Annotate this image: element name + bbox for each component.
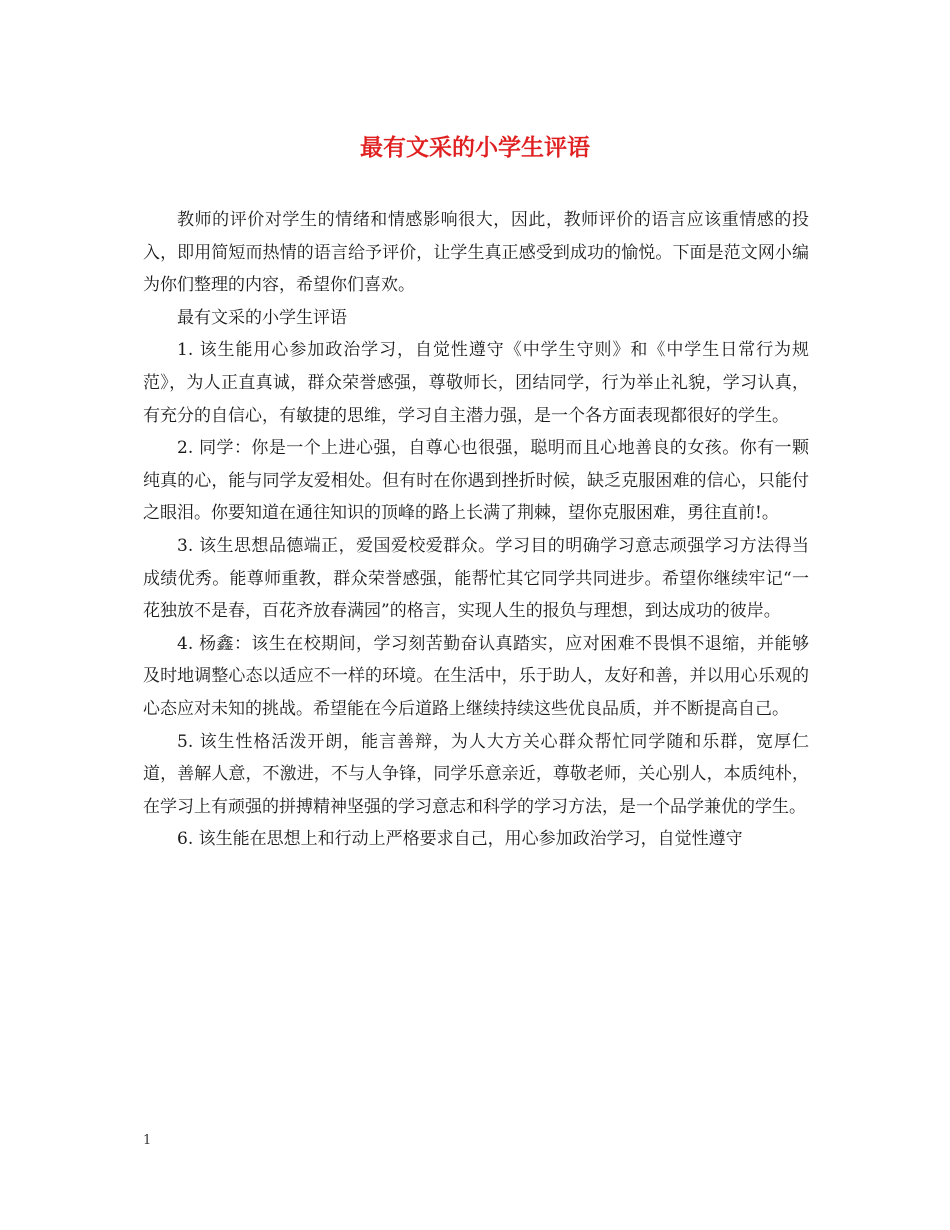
comment-paragraph-5: 5. 该生性格活泼开朗，能言善辩，为人大方关心群众帮忙同学随和乐群，宽厚仁道，善解人意，不激进，不与人争锋，同学乐意亲近，尊敬老师，关心别人，本质纯朴，在学习上有顽强的拼搏精神坚强的学习意志和科学的学习方法，是一个品学兼优的学生。 [143, 731, 809, 817]
section-heading: 最有文采的小学生评语 [177, 307, 347, 328]
comment-paragraph-3: 3. 该生思想品德端正，爱国爱校爱群众。学习目的明确学习意志顽强学习方法得当成绩优秀。能尊师重教，群众荣誉感强，能帮忙其它同学共同进步。希望你继续牢记“一花独放不是春，百花齐放春满园”的格言，实现人生的报负与理想，到达成功的彼岸。 [143, 535, 809, 622]
document-title: 最有文采的小学生评语 [360, 134, 590, 161]
comment-paragraph-4: 4. 杨鑫：该生在校期间，学习刻苦勤奋认真踏实，应对困难不畏惧不退缩，并能够及时地调整心态以适应不一样的环境。在生活中，乐于助人，友好和善，并以用心乐观的心态应对未知的挑战。希望能在今后道路上继续持续这些优良品质，并不断提高自己。 [143, 633, 809, 719]
comment-paragraph-2: 2. 同学：你是一个上进心强，自尊心也很强，聪明而且心地善良的女孩。你有一颗纯真的心，能与同学友爱相处。但有时在你遇到挫折时候，缺乏克服困难的信心，只能付之眼泪。你要知道在通往知识的顶峰的路上长满了荆棘，望你克服困难，勇往直前!。 [143, 438, 809, 524]
page-number: 1 [143, 1133, 152, 1148]
intro-paragraph: 教师的评价对学生的情绪和情感影响很大，因此，教师评价的语言应该重情感的投入，即用简短而热情的语言给予评价，让学生真正感受到成功的愉悦。下面是范文网小编为你们整理的内容，希望你们喜欢。 [143, 210, 809, 296]
document-body [143, 204, 809, 856]
comment-paragraph-1: 1. 该生能用心参加政治学习，自觉性遵守《中学生守则》和《中学生日常行为规范》，为人正直真诚，群众荣誉感强，尊敬师长，团结同学，行为举止礼貌，学习认真，有充分的自信心，有敏捷的思维，学习自主潜力强，是一个各方面表现都很好的学生。 [143, 340, 809, 426]
comment-paragraph-6: 6. 该生能在思想上和行动上严格要求自己，用心参加政治学习，自觉性遵守 [177, 829, 743, 850]
